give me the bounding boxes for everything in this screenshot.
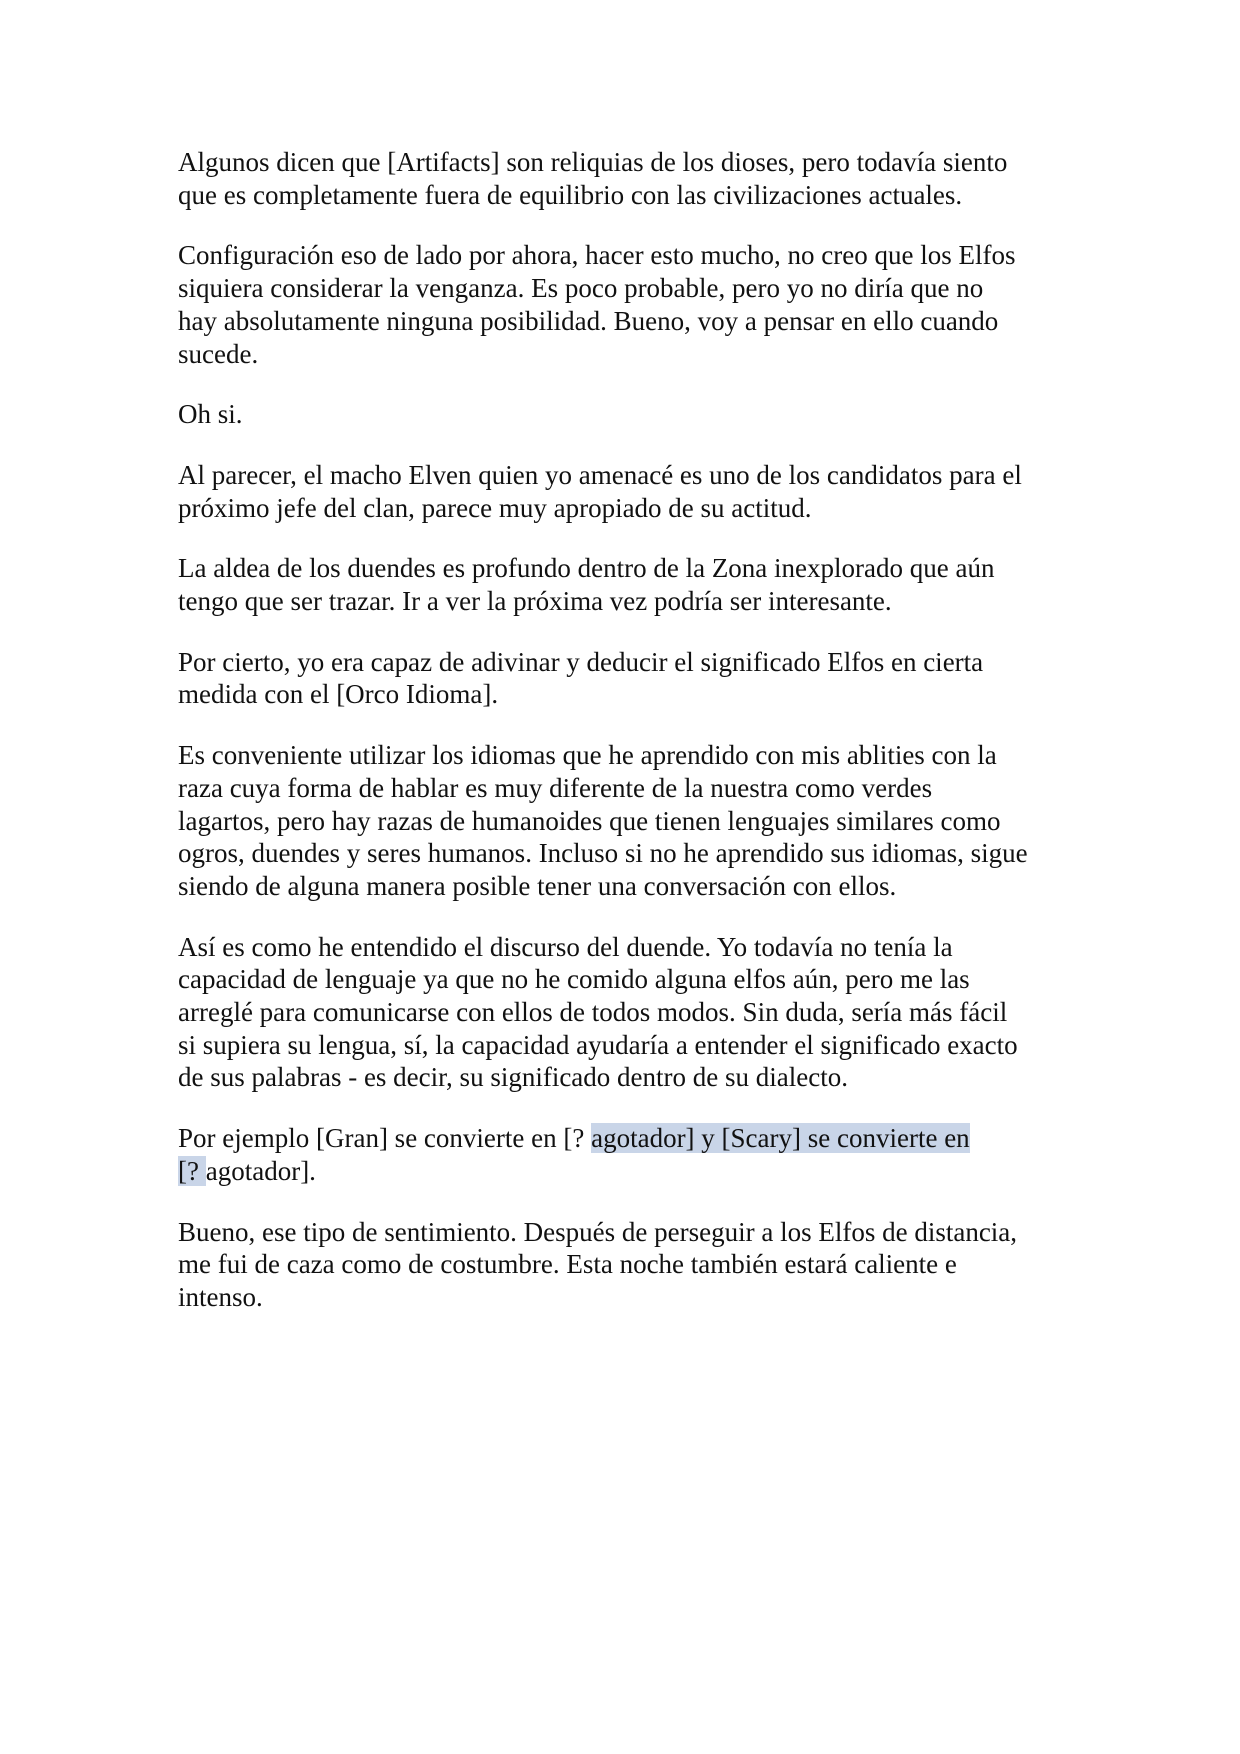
paragraph-artifacts: Algunos dicen que [Artifacts] son reliquias de los dioses, pero todavía siento que es completamente fuera de equilibrio con las civilizaciones actuales.: [178, 147, 1008, 210]
paragraph-discurso-duende: Así es como he entendido el discurso del duende. Yo todavía no tenía la capacidad de lenguaje ya que no he comido alguna elfos aún, pero me las arreglé para comunicarse con ellos de todos modos. Sin duda, sería más fácil si supiera su lengua, sí, la capacidad ayudaría a entender el significado exacto de sus palabras - es decir, su significado dentro de su dialecto.: [178, 931, 1018, 1093]
example-text-before: Por ejemplo [Gran] se convierte en [?: [178, 1123, 592, 1154]
paragraph-idiomas: Es conveniente utilizar los idiomas que he aprendido con mis ablities con la raza cuya forma de hablar es muy diferente de la nuestra como verdes lagartos, pero hay razas de humanoides que tienen lenguajes similares como ogros, duendes y seres humanos. Incluso si no he aprendido sus idiomas, sigue siendo de alguna manera posible tener una conversación con ellos.: [178, 740, 1028, 901]
document-body: [178, 146, 1078, 1342]
paragraph-macho-elven: Al parecer, el macho Elven quien yo amenacé es uno de los candidatos para el próximo jefe del clan, parece muy apropiado de su actitud.: [178, 459, 1022, 523]
paragraph-ejemplo: [178, 1122, 1078, 1187]
paragraph-elfos-venganza: Configuración eso de lado por ahora, hacer esto mucho, no creo que los Elfos siquiera considerar la venganza. Es poco probable, pero yo no diría que no hay absolutamente ninguna posibilidad. Bueno, voy a pensar en ello cuando sucede.: [178, 240, 1016, 369]
selected-text-line2: [?: [178, 1155, 206, 1186]
paragraph-orco-idioma: Por cierto, yo era capaz de adivinar y deducir el significado Elfos en cierta medida con el [Orco Idioma].: [178, 646, 984, 710]
selected-text-line1: agotador] y [Scary] se convierte en: [591, 1123, 970, 1154]
paragraph-aldea-duendes: La aldea de los duendes es profundo dentro de la Zona inexplorado que aún tengo que ser trazar. Ir a ver la próxima vez podría ser interesante.: [178, 553, 995, 617]
paragraph-oh-si: Oh si.: [178, 399, 243, 430]
paragraph-closing: Bueno, ese tipo de sentimiento. Después de perseguir a los Elfos de distancia, me fui de caza como de costumbre. Esta noche también estará caliente e intenso.: [178, 1216, 1018, 1312]
example-text-after: agotador].: [205, 1155, 316, 1186]
